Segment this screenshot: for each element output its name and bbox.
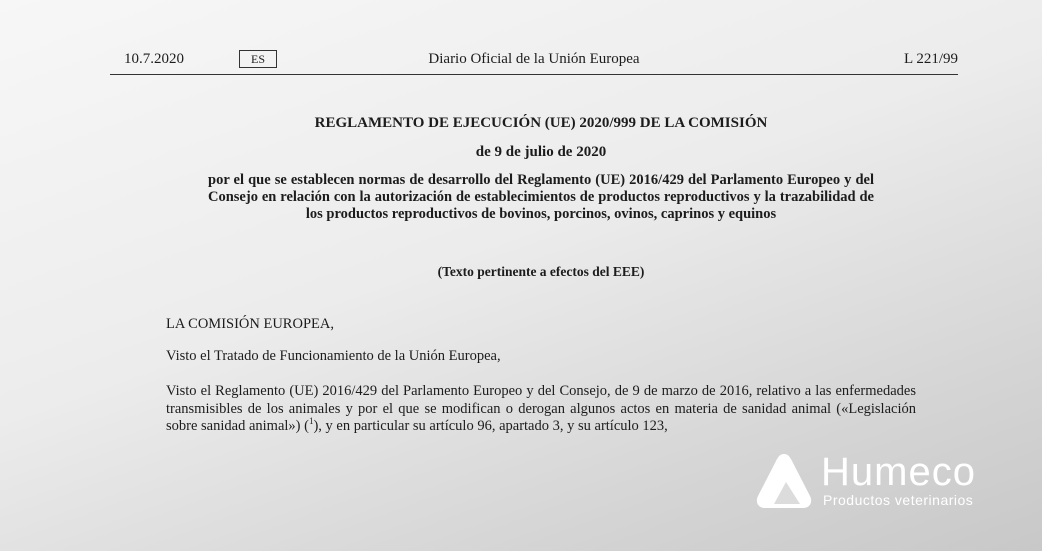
commission-heading: LA COMISIÓN EUROPEA, xyxy=(166,316,334,332)
eee-relevance-note: (Texto pertinente a efectos del EEE) xyxy=(437,264,645,279)
brand-name: Humeco xyxy=(821,450,976,494)
regulation-title: REGLAMENTO DE EJECUCIÓN (UE) 2020/999 DE LA COMISIÓN xyxy=(314,115,768,131)
publication-date: 10.7.2020 xyxy=(124,51,184,67)
regulation-subject: por el que se establecen normas de desarrollo del Reglamento (UE) 2016/429 del Parlamento Europeo y del Consejo en relación con la autorización de establecimientos de productos reproductivos y la trazabilidad de los productos reproductivos de bovinos, porcinos, ovinos, caprinos y equinos xyxy=(208,172,874,222)
page-reference: L 221/99 xyxy=(903,51,958,67)
brand-tagline: Productos veterinarios xyxy=(823,492,974,508)
recital-regulation-text-end: ), y en particular su artículo 96, apartado 3, y su artículo 123, xyxy=(313,418,668,434)
footnote-reference[interactable]: 1 xyxy=(308,416,314,427)
humeco-logo xyxy=(755,448,1015,518)
recital-treaty: Visto el Tratado de Funcionamiento de la Unión Europea, xyxy=(166,348,501,364)
journal-title: Diario Oficial de la Unión Europea xyxy=(428,51,640,67)
journal-header xyxy=(110,48,958,75)
regulation-date: de 9 de julio de 2020 xyxy=(475,144,607,160)
recital-regulation xyxy=(166,383,916,436)
language-badge: ES xyxy=(239,50,277,68)
recital-regulation-text: Visto el Reglamento (UE) 2016/429 del Parlamento Europeo y del Consejo, de 9 de marzo de 2016, relativo a las enfermedades transmisibles de los animales y por el que se modifican o derogan algunos actos en materia de sanidad animal («Legislación sobre sanidad animal») ( xyxy=(166,383,916,434)
humeco-drop-logo-icon xyxy=(755,452,813,512)
